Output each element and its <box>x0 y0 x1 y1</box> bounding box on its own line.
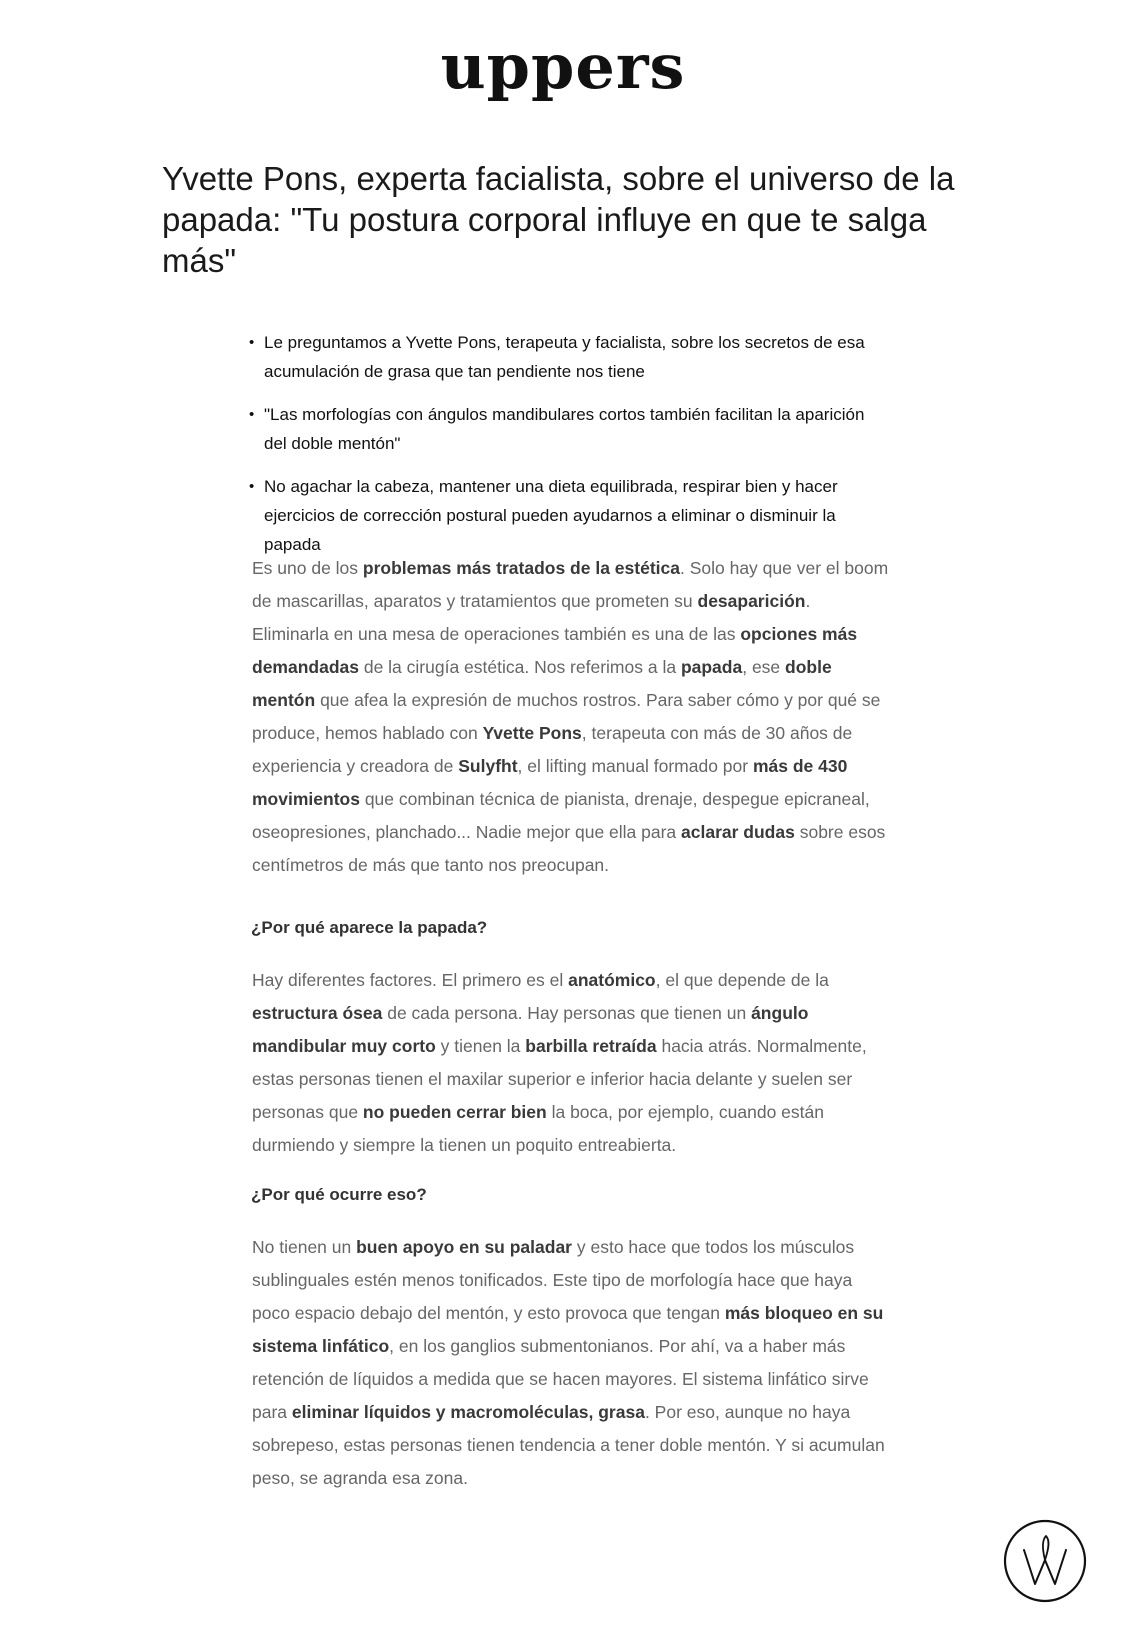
summary-bullet: • Le preguntamos a Yvette Pons, terapeuta y facialista, sobre los secretos de esa acumulación de grasa que tan pendiente nos tiene <box>250 328 870 386</box>
w-monogram-circle-icon <box>1002 1518 1088 1604</box>
summary-bullet: • No agachar la cabeza, mantener una dieta equilibrada, respirar bien y hacer ejercicios de corrección postural pueden ayudarnos a eliminar o disminuir la papada <box>250 472 870 559</box>
paragraph-intro: Es uno de los problemas más tratados de la estética. Solo hay que ver el boom de mascarillas, aparatos y tratamientos que prometen su desaparición. Eliminarla en una mesa de operaciones también es una de las opciones más demandadas de la cirugía estética. Nos referimos a la papada, ese doble mentón que afea la expresión de muchos rostros. Para saber cómo y por qué se produce, hemos hablado con Yvette Pons, terapeuta con más de 30 años de experiencia y creadora de Sulyfht, el lifting manual formado por más de 430 movimientos que combinan técnica de pianista, drenaje, despegue epicraneal, oseopresiones, planchado... Nadie mejor que ella para aclarar dudas sobre esos centímetros de más que tanto nos preocupan. <box>252 558 889 875</box>
article-title: Yvette Pons, experta facialista, sobre el universo de la papada: "Tu postura corporal influye en que te salga más" <box>162 160 955 279</box>
section-question-1: ¿Por qué aparece la papada? <box>251 918 488 937</box>
paragraph-anatomy: Hay diferentes factores. El primero es el anatómico, el que depende de la estructura ósea de cada persona. Hay personas que tienen un ángulo mandibular muy corto y tienen la barbilla retraída hacia atrás. Normalmente, estas personas tienen el maxilar superior e inferior hacia delante y suelen ser personas que no pueden cerrar bien la boca, por ejemplo, cuando están durmiendo y siempre la tienen un poquito entreabierta. <box>252 970 867 1155</box>
summary-bullet: • "Las morfologías con ángulos mandibulares cortos también facilitan la aparición del doble mentón" <box>250 400 870 458</box>
section-question-2: ¿Por qué ocurre eso? <box>251 1185 427 1204</box>
site-logo[interactable]: uppers <box>440 30 686 103</box>
summary-list <box>250 328 870 573</box>
paragraph-lymphatic: No tienen un buen apoyo en su paladar y esto hace que todos los músculos sublinguales estén menos tonificados. Este tipo de morfología hace que haya poco espacio debajo del mentón, y esto provoca que tengan más bloqueo en su sistema linfático, en los ganglios submentonianos. Por ahí, va a haber más retención de líquidos a medida que se hacen mayores. El sistema linfático sirve para eliminar líquidos y macromoléculas, grasa. Por eso, aunque no haya sobrepeso, estas personas tienen tendencia a tener doble mentón. Y si acumulan peso, se agranda esa zona. <box>252 1237 885 1488</box>
